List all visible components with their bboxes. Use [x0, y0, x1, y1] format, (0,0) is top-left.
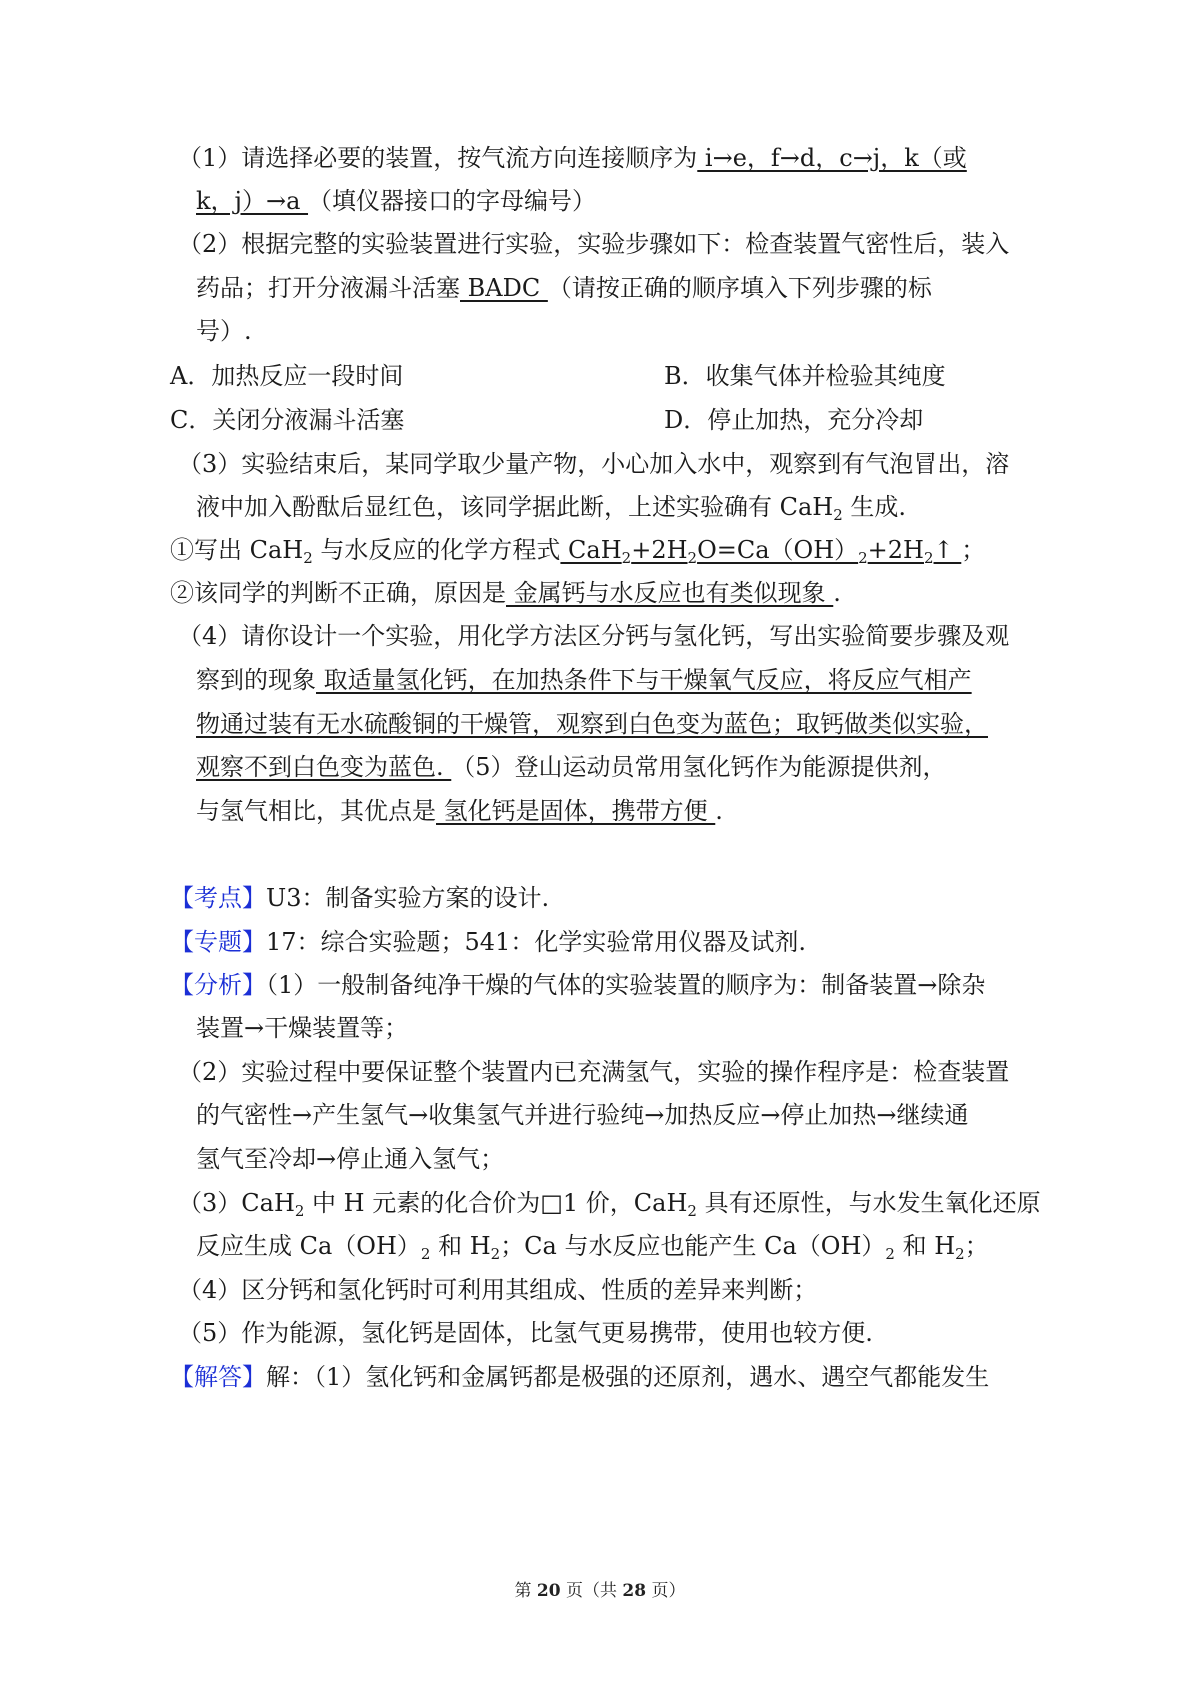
q4-line2	[196, 662, 972, 698]
fenxi-5: （5）作为能源，氢化钙是固体，比氢气更易携带，使用也较方便.	[178, 1319, 873, 1347]
q4-line5-answer: 氢化钙是固体，携带方便	[436, 797, 716, 825]
q4-line5-prefix: 与氢气相比，其优点是	[196, 797, 436, 825]
footer-pre: 第	[514, 1581, 537, 1601]
jieda-tag: 【解答】	[170, 1363, 266, 1391]
eq-part: +2H	[867, 536, 924, 564]
q3-sub2-answer: 金属钙与水反应也有类似现象	[506, 579, 834, 607]
q3-line2	[196, 489, 906, 525]
fenxi-tag: 【分析】	[170, 971, 266, 999]
q4-line4-suffix: （5）登山运动员常用氢化钙作为能源提供剂，	[451, 753, 947, 781]
q2-line2	[196, 270, 932, 306]
q3-line2-prefix: 液中加入酚酞后显红色，该同学据此断，上述实验确有 CaH	[196, 493, 834, 521]
kaodian-line	[170, 880, 549, 916]
subscript: 2	[687, 549, 698, 567]
text-part: ；Ca 与水反应也能产生 Ca（OH）	[500, 1232, 886, 1260]
subscript: 2	[923, 549, 934, 567]
q3-sub1-prefix: ①写出 CaH	[170, 536, 304, 564]
q2-line2-suffix: （请按正确的顺序填入下列步骤的标	[547, 274, 932, 302]
subscript: 2	[294, 1202, 305, 1220]
q1-prefix: （1）请选择必要的装置，按气流方向连接顺序为	[178, 144, 698, 172]
q3-sub1-end: ；	[961, 536, 986, 564]
subscript: 2	[621, 549, 632, 567]
text-part: 中 H 元素的化合价为□1 价，CaH	[304, 1189, 688, 1217]
q4-line5	[196, 793, 723, 829]
text-part: 具有还原性，与水发生氧化还原	[696, 1189, 1041, 1217]
q1-suffix: （填仪器接口的字母编号）	[308, 187, 597, 215]
text-part: ；	[964, 1232, 989, 1260]
q2-line1: （2）根据完整的实验装置进行实验，实验步骤如下：检查装置气密性后，装入	[178, 230, 1010, 258]
kaodian-text: U3：制备实验方案的设计.	[266, 884, 550, 912]
jieda-text: 解：（1）氢化钙和金属钙都是极强的还原剂，遇水、遇空气都能发生	[266, 1363, 990, 1391]
subscript: 2	[303, 549, 313, 567]
jieda-line	[170, 1359, 989, 1395]
fenxi-line1	[170, 967, 985, 1003]
q4-line3	[196, 706, 988, 742]
q4-line2-prefix: 察到的现象	[196, 666, 316, 694]
footer-post: 页）	[646, 1581, 686, 1601]
zhuanti-line	[170, 924, 806, 960]
q3-sub1-mid: 与水反应的化学方程式	[312, 536, 561, 564]
footer-mid: 页（共	[560, 1581, 623, 1601]
subscript: 2	[833, 506, 843, 524]
page-number: 20	[536, 1581, 561, 1601]
q3-sub2-end: .	[833, 579, 841, 607]
eq-part: ↑	[933, 536, 962, 564]
page-footer	[0, 1576, 1200, 1601]
text-part: 反应生成 Ca（OH）	[196, 1232, 421, 1260]
subscript: 2	[885, 1245, 895, 1263]
q3-sub1-answer	[560, 536, 962, 567]
fenxi-3b	[196, 1228, 989, 1264]
q4-line3-answer: 物通过装有无水硫酸铜的干燥管，观察到白色变为蓝色；取钙做类似实验，	[196, 710, 988, 738]
fenxi-3a	[178, 1185, 1041, 1221]
text-part: 和 H	[430, 1232, 491, 1260]
kaodian-tag: 【考点】	[170, 884, 266, 912]
fenxi-4: （4）区分钙和氢化钙时可利用其组成、性质的差异来判断；	[178, 1276, 818, 1304]
q3-line2-suffix: 生成.	[842, 493, 907, 521]
q4-line2-answer: 取适量氢化钙，在加热条件下与干燥氧气反应，将反应气相产	[316, 666, 972, 694]
eq-part: +2H	[631, 536, 688, 564]
zhuanti-text: 17：综合实验题；541：化学实验常用仪器及试剂.	[266, 928, 806, 956]
fenxi-2b: 的气密性→产生氢气→收集氢气并进行验纯→加热反应→停止加热→继续通	[196, 1101, 969, 1129]
fenxi-2a: （2）实验过程中要保证整个装置内已充满氢气，实验的操作程序是：检查装置	[178, 1058, 1010, 1086]
fenxi-2c: 氢气至冷却→停止通入氢气；	[196, 1145, 505, 1173]
subscript: 2	[490, 1245, 501, 1263]
fenxi-1a: （1）一般制备纯净干燥的气体的实验装置的顺序为：制备装置→除杂	[266, 971, 986, 999]
text-part: 和 H	[894, 1232, 956, 1260]
q4-line5-end: .	[715, 797, 723, 825]
q1-line2	[196, 183, 596, 219]
subscript: 2	[955, 1245, 965, 1263]
q3-sub2	[170, 575, 841, 611]
q2-answer: BADC	[460, 274, 548, 302]
eq-part: O=Ca（OH）	[697, 536, 859, 564]
q2-line2-prefix: 药品；打开分液漏斗活塞	[196, 274, 460, 302]
q1-answer-part2: k，j）→a	[196, 187, 309, 215]
fenxi-1b: 装置→干燥装置等；	[196, 1014, 409, 1042]
q4-line1: （4）请你设计一个实验，用化学方法区分钙与氢化钙，写出实验简要步骤及观	[178, 622, 1010, 650]
option-b: B．收集气体并检验其纯度	[664, 362, 946, 390]
q4-line4	[196, 749, 947, 785]
option-d: D．停止加热，充分冷却	[664, 406, 924, 434]
subscript: 2	[420, 1245, 431, 1263]
option-a: A．加热反应一段时间	[170, 362, 404, 390]
subscript: 2	[687, 1202, 697, 1220]
q3-sub2-prefix: ②该同学的判断不正确，原因是	[170, 579, 506, 607]
subscript: 2	[858, 549, 868, 567]
zhuanti-tag: 【专题】	[170, 928, 266, 956]
q3-line1: （3）实验结束后，某同学取少量产物，小心加入水中，观察到有气泡冒出，溶	[178, 450, 1010, 478]
q2-line3: 号）.	[196, 317, 252, 345]
q4-line4-answer: 观察不到白色变为蓝色.	[196, 753, 452, 781]
option-c: C．关闭分液漏斗活塞	[170, 406, 405, 434]
page-total: 28	[622, 1581, 647, 1601]
eq-part: CaH	[560, 536, 622, 564]
text-part: （3）CaH	[178, 1189, 295, 1217]
q1-answer-part1: i→e，f→d，c→j，k（或	[697, 144, 967, 172]
q3-sub1	[170, 532, 985, 568]
q1-line1	[178, 140, 967, 176]
